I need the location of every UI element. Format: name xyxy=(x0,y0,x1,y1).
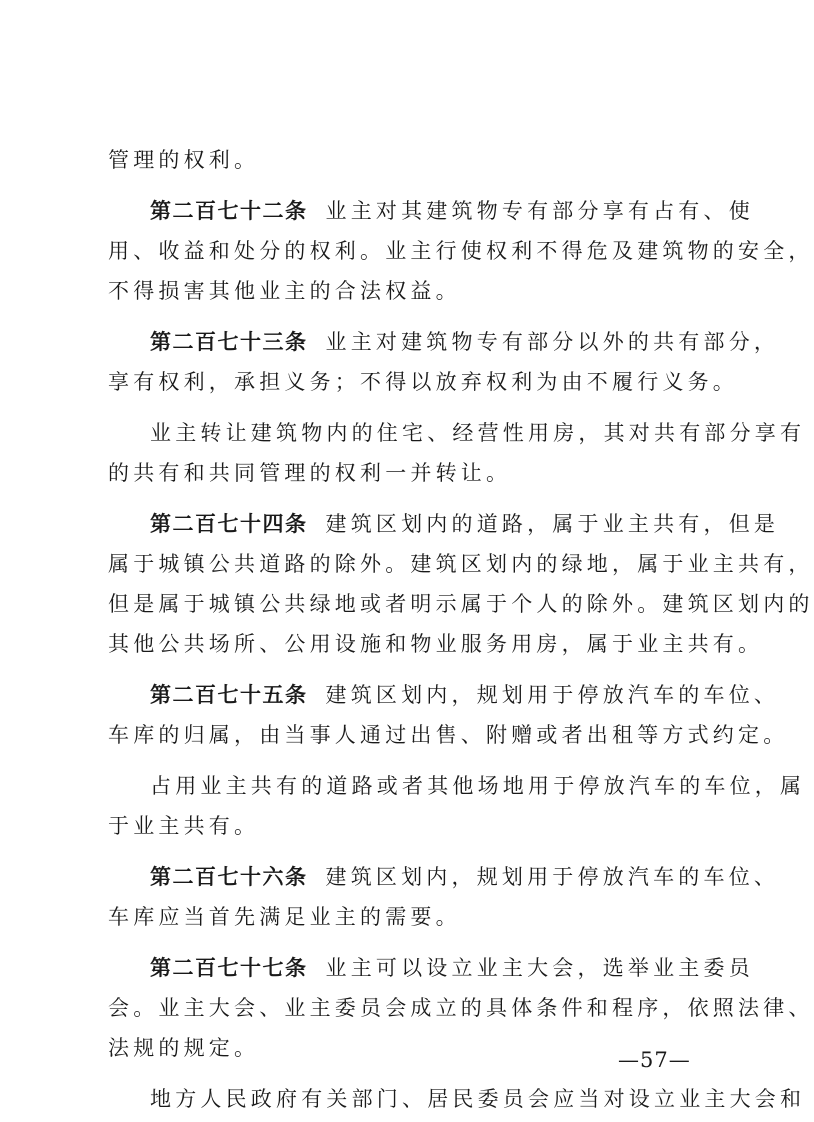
article-number: 第二百七十五条 xyxy=(150,683,308,707)
article-272-line xyxy=(108,191,754,231)
line-text: 占用业主共有的道路或者其他场地用于停放汽车的车位，属 xyxy=(150,774,806,798)
line-text: 业主对建筑物专有部分以外的共有部分， xyxy=(325,330,780,354)
page-number: —57— xyxy=(618,1048,691,1072)
line-text: 法规的规定。 xyxy=(108,1036,260,1060)
text-line xyxy=(108,624,764,664)
line-text: 用、收益和处分的权利。业主行使权利不得危及建筑物的安全， xyxy=(108,239,814,263)
line-text: 业主可以设立业主大会，选举业主委员 xyxy=(325,956,754,980)
line-text: 管理的权利。 xyxy=(108,148,260,172)
article-276-line xyxy=(108,857,780,897)
text-line xyxy=(108,140,698,180)
text-line xyxy=(108,1028,698,1068)
article-number: 第二百七十三条 xyxy=(150,330,308,354)
text-line xyxy=(108,271,698,311)
article-274-line xyxy=(108,504,780,544)
line-text: 业主对其建筑物专有部分享有占有、使 xyxy=(325,199,754,223)
paragraph-line xyxy=(108,413,806,453)
line-text: 的共有和共同管理的权利一并转让。 xyxy=(108,461,512,485)
article-number: 第二百七十六条 xyxy=(150,865,308,889)
article-277-line xyxy=(108,948,754,988)
line-text: 业主转让建筑物内的住宅、经营性用房，其对共有部分享有 xyxy=(150,421,806,445)
line-text: 建筑区划内，规划用于停放汽车的车位、 xyxy=(325,683,780,707)
paragraph-line xyxy=(108,766,806,806)
text-line xyxy=(108,715,789,755)
line-text: 车库的归属，由当事人通过出售、附赠或者出租等方式约定。 xyxy=(108,723,789,747)
text-line xyxy=(108,988,814,1028)
text-line xyxy=(108,897,698,937)
text-line xyxy=(108,362,738,402)
line-text: 其他公共场所、公用设施和物业服务用房，属于业主共有。 xyxy=(108,632,764,656)
line-text: 属于城镇公共道路的除外。建筑区划内的绿地，属于业主共有， xyxy=(108,552,814,576)
article-275-line xyxy=(108,675,780,715)
text-line xyxy=(108,544,814,584)
line-text: 地方人民政府有关部门、居民委员会应当对设立业主大会和 xyxy=(150,1087,806,1111)
line-text: 享有权利，承担义务；不得以放弃权利为由不履行义务。 xyxy=(108,370,738,394)
paragraph-line xyxy=(108,1079,806,1119)
line-text: 建筑区划内的道路，属于业主共有，但是 xyxy=(325,512,780,536)
line-text: 不得损害其他业主的合法权益。 xyxy=(108,279,461,303)
line-text: 会。业主大会、业主委员会成立的具体条件和程序，依照法律、 xyxy=(108,996,814,1020)
article-273-line xyxy=(108,322,780,362)
article-number: 第二百七十七条 xyxy=(150,956,308,980)
text-line xyxy=(108,806,698,846)
line-text: 但是属于城镇公共绿地或者明示属于个人的除外。建筑区划内的 xyxy=(108,592,814,616)
text-line xyxy=(108,584,814,624)
line-text: 车库应当首先满足业主的需要。 xyxy=(108,905,461,929)
text-line xyxy=(108,231,814,271)
article-number: 第二百七十四条 xyxy=(150,512,308,536)
body-text xyxy=(108,140,814,1119)
line-text: 于业主共有。 xyxy=(108,814,260,838)
article-number: 第二百七十二条 xyxy=(150,199,308,223)
line-text: 建筑区划内，规划用于停放汽车的车位、 xyxy=(325,865,780,889)
text-line xyxy=(108,453,698,493)
